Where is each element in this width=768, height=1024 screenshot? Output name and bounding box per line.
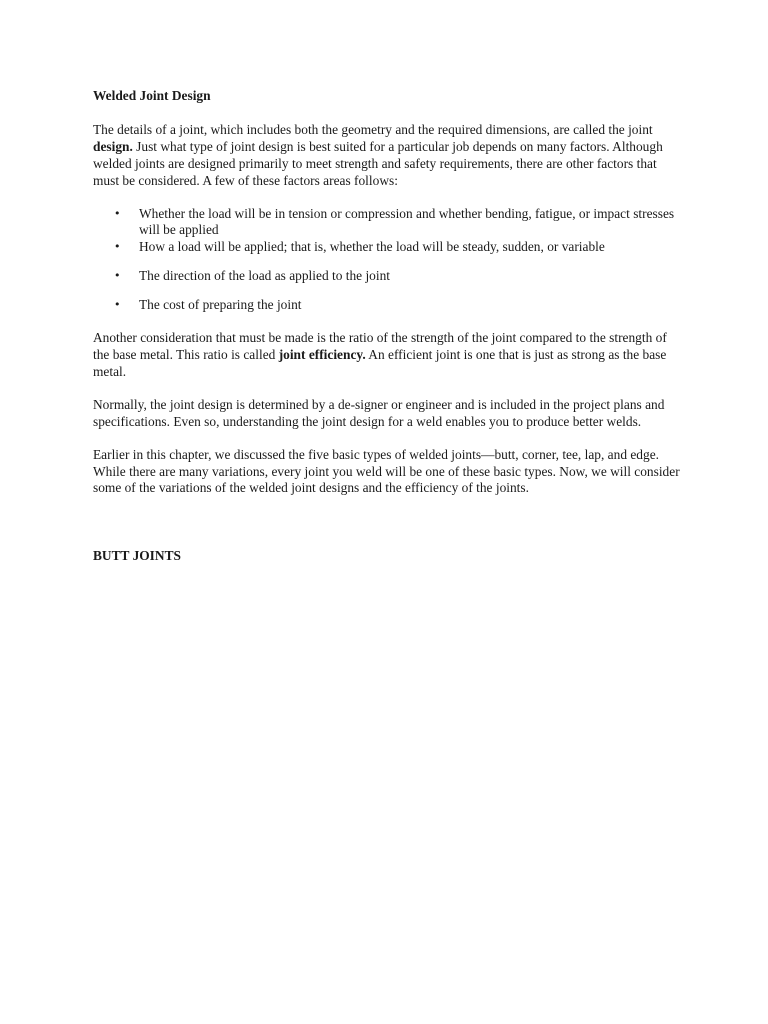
list-item-text: The cost of preparing the joint	[139, 297, 302, 313]
efficiency-text-end: An efficient joint is one that is just as strong as the base metal.	[93, 346, 667, 379]
document-title: Welded Joint Design	[93, 88, 211, 103]
bullet-icon: •	[114, 206, 121, 220]
list-item	[93, 206, 679, 240]
bullet-icon: •	[114, 269, 121, 283]
list-item-text: Whether the load will be in tension or compression and whether bending, fatigue, or impact stresses will be applied	[139, 205, 675, 238]
list-item-text: The direction of the load as applied to the joint	[139, 268, 391, 284]
intro-text-start: The details of a joint, which includes both the geometry and the required dimensions, are called the joint	[93, 121, 653, 137]
document-body	[93, 88, 683, 565]
bullet-icon: •	[114, 298, 121, 312]
designer-paragraph: Normally, the joint design is determined by a de-signer or engineer and is included in the project plans and specifications. Even so, understanding the joint design for a weld enables you to produce better welds.	[93, 396, 665, 429]
efficiency-bold-term: joint efficiency.	[278, 346, 366, 362]
section-heading: BUTT JOINTS	[93, 548, 181, 564]
list-item	[93, 268, 679, 285]
intro-text-end: Just what type of joint design is best suited for a particular job depends on many factors. Although welded joints are designed primarily to meet strength and safety requirements, there are other factors that must be considered. A few of these factors areas follows:	[93, 138, 663, 188]
intro-paragraph	[93, 122, 683, 190]
efficiency-text-start: Another consideration that must be made is the ratio of the strength of the joint compared to the strength of the base metal. This ratio is called	[93, 330, 667, 362]
efficiency-paragraph	[93, 330, 683, 381]
joint-types-paragraph: Earlier in this chapter, we discussed the five basic types of welded joints—butt, corner, tee, lap, and edge. While there are many variations, every joint you weld will be one of these basic types. Now, we will consider some of the variations of the welded joint designs and the efficiency of the joints.	[93, 446, 680, 496]
intro-bold-term: design.	[93, 138, 133, 154]
factors-list	[93, 206, 683, 315]
bullet-icon: •	[114, 240, 121, 254]
list-item	[93, 297, 679, 314]
list-item-text: How a load will be applied; that is, whether the load will be steady, sudden, or variable	[139, 239, 605, 255]
list-item	[93, 239, 679, 256]
